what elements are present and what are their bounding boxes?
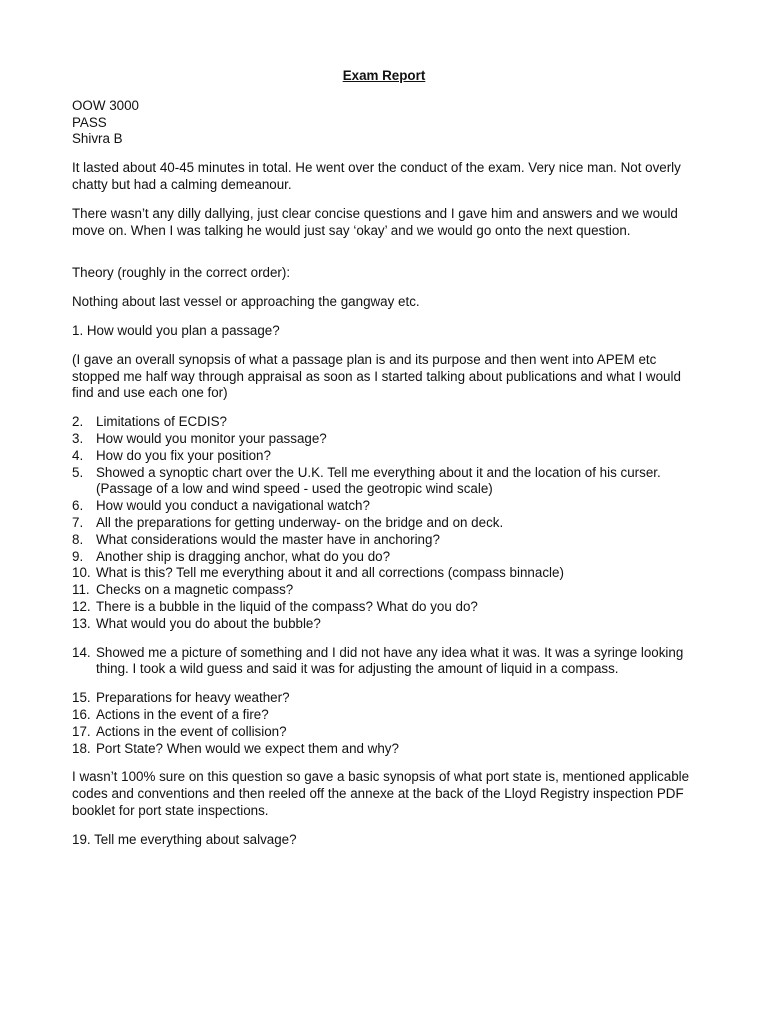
question-list-a: [72, 414, 702, 632]
nothing-paragraph: Nothing about last vessel or approaching the gangway etc.: [72, 294, 420, 310]
list-item: 5. Showed a synoptic chart over the U.K. Tell me everything about it and the location of his curser. (Passage of a low and wind speed - used the geotropic wind scale): [72, 464, 661, 497]
list-item: 2. Limitations of ECDIS?: [72, 414, 227, 430]
list-item: 3. How would you monitor your passage?: [72, 430, 327, 446]
list-item: 7. All the preparations for getting underway- on the bridge and on deck.: [72, 514, 504, 530]
question-1: 1. How would you plan a passage?: [72, 322, 280, 338]
header-line: Shivra B: [72, 131, 123, 147]
list-item: 17. Actions in the event of collision?: [72, 723, 287, 739]
header-line: PASS: [72, 114, 107, 130]
theory-heading: Theory (roughly in the correct order):: [72, 265, 291, 281]
page-title: Exam Report: [342, 68, 426, 83]
header-block: [72, 98, 702, 148]
list-item: 16. Actions in the event of a fire?: [72, 706, 269, 722]
list-item: 9. Another ship is dragging anchor, what do you do?: [72, 548, 391, 564]
list-item: 12. There is a bubble in the liquid of the compass? What do you do?: [72, 598, 478, 614]
list-item: 11. Checks on a magnetic compass?: [72, 582, 294, 598]
list-item: 10. What is this? Tell me everything about it and all corrections (compass binnacle): [72, 565, 564, 581]
list-item: 6. How would you conduct a navigational watch?: [72, 498, 370, 514]
intro-paragraph: It lasted about 40-45 minutes in total. He went over the conduct of the exam. Very nice man. Not overly chatty but had a calming demeanour.: [72, 160, 681, 192]
question-list-b: [72, 645, 702, 679]
style-paragraph: There wasn’t any dilly dallying, just clear concise questions and I gave him and answers and we would move on. When I was talking he would just say ‘okay’ and we would go onto the next question.: [72, 205, 678, 238]
header-line: OOW 3000: [72, 97, 139, 113]
list-item: 14. Showed me a picture of something and I did not have any idea what it was. It was a syringe looking thing. I took a wild guess and said it was for adjusting the amount of liquid in a compass.: [72, 644, 684, 677]
question-19: 19. Tell me everything about salvage?: [72, 831, 297, 847]
document-page: [72, 68, 702, 860]
list-item: 13. What would you do about the bubble?: [72, 615, 321, 631]
list-item: 4. How do you fix your position?: [72, 447, 271, 463]
port-state-note: I wasn’t 100% sure on this question so gave a basic synopsis of what port state is, mentioned applicable codes and conventions and then reeled off the annexe at the back of the Lloyd Registry inspection PDF booklet for port state inspections.: [72, 769, 690, 818]
list-item: 18. Port State? When would we expect them and why?: [72, 740, 399, 756]
question-list-c: [72, 690, 702, 757]
question-1-note: (I gave an overall synopsis of what a passage plan is and its purpose and then went into APEM etc stopped me half way through appraisal as soon as I started talking about publications and what I would find and use each one for): [72, 351, 681, 401]
list-item: 8. What considerations would the master have in anchoring?: [72, 531, 440, 547]
list-item: 15. Preparations for heavy weather?: [72, 690, 290, 706]
